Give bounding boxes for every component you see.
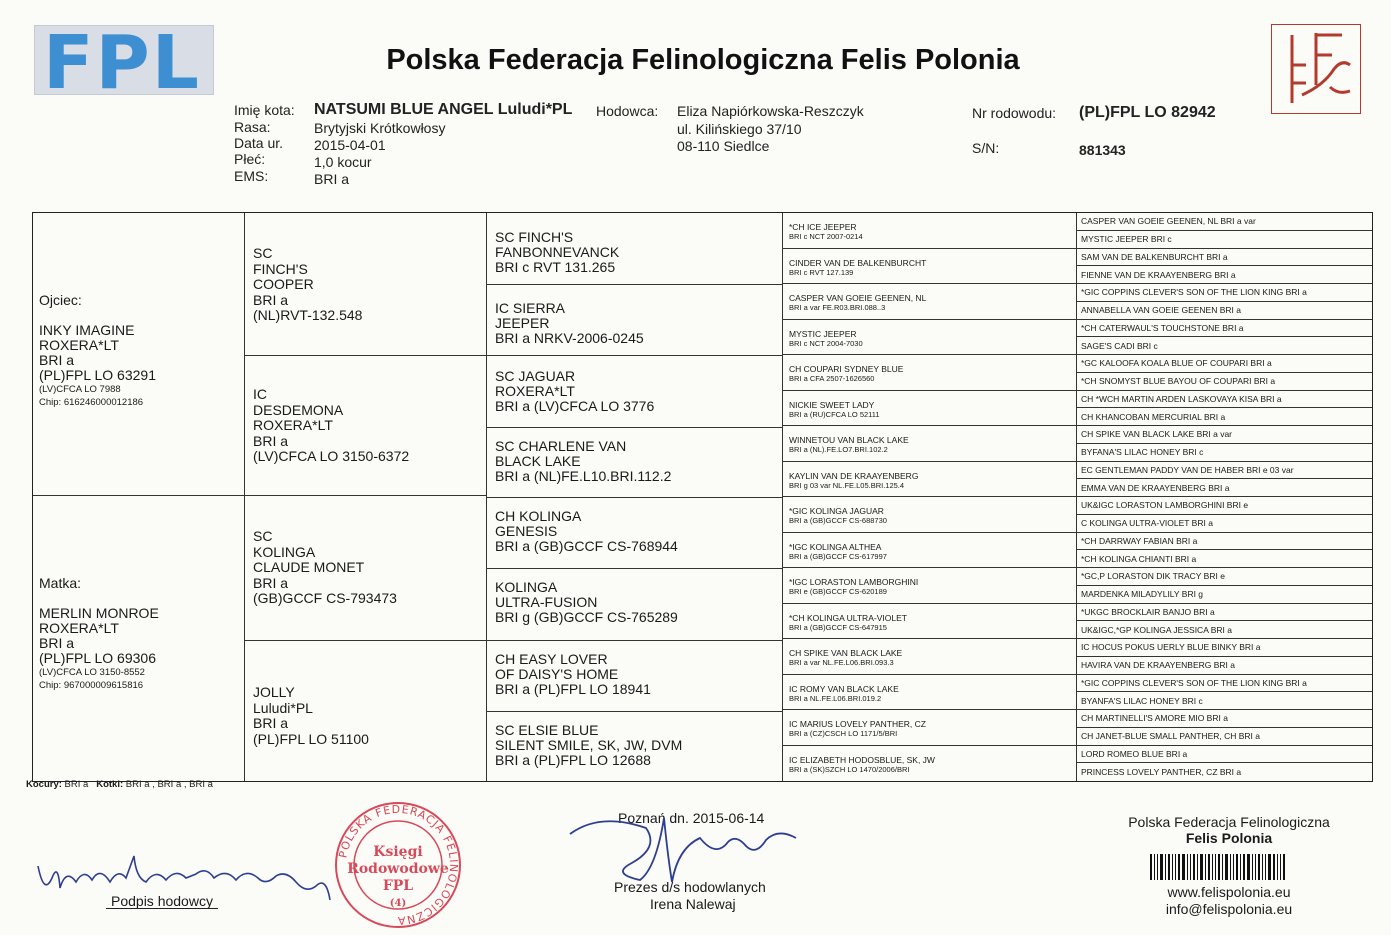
gen5-text: IC HOCUS POKUS UERLY BLUE BINKY BRI a (1081, 642, 1261, 653)
email-link[interactable]: info@felispolonia.eu (1165, 901, 1293, 917)
barcode-bar (1154, 854, 1155, 880)
gp-line: (NL)RVT-132.548 (253, 307, 363, 323)
gp-line: (LV)CFCA LO 3150-6372 (253, 448, 410, 464)
barcode-bar (1182, 854, 1185, 880)
gen5-text: MARDENKA MILADYLILY BRI g (1081, 589, 1204, 600)
gen5-cell (1077, 533, 1372, 551)
gen5-cell (1077, 692, 1372, 710)
gen4-cell (783, 355, 1077, 391)
barcode-bar (1215, 854, 1216, 880)
gp-line: FINCH'S (253, 260, 308, 277)
gen4-line: BRI c RVT 127.139 (789, 267, 854, 277)
gp-line: BRI a (253, 574, 289, 591)
felis-polonia-logo (1271, 24, 1361, 114)
cat-name: NATSUMI BLUE ANGEL Luludi*PL (314, 101, 573, 118)
gen4-line: *IGC KOLINGA ALTHEA (789, 541, 882, 552)
gen5-cell (1077, 550, 1372, 568)
gen5-cell (1077, 302, 1372, 320)
gen4-line: BRI a var FE.R03.BRI.088..3 (789, 303, 886, 312)
felis-polonia-emblem-icon (1272, 25, 1360, 113)
gen4-line: CH COUPARI SYDNEY BLUE (789, 364, 904, 374)
gen4-cell (783, 639, 1077, 675)
stamp-line: Księgi (373, 844, 423, 860)
ggp-line: GENESIS (495, 523, 558, 539)
ggp-line: OF DAISY'S HOME (495, 666, 619, 682)
gen4-line: BRI g 03 var NL.FE.L05.BRI.125.4 (789, 480, 905, 490)
breeder-name: Eliza Napiórkowska-Reszczyk (677, 103, 864, 119)
gen5-text: CH MARTINELLI'S AMORE MIO BRI a (1081, 713, 1228, 724)
gp-line: DESDEMONA (253, 401, 344, 418)
gen4-cell (783, 568, 1077, 604)
gp-line: SC (253, 528, 273, 544)
stamp-line: FPL (382, 878, 414, 894)
ggp-line: BRI a (PL)FPL LO 18941 (495, 681, 651, 697)
barcode-bar (1240, 854, 1241, 880)
gen5-text: CASPER VAN GOEIE GEENEN, NL BRI a var (1081, 216, 1256, 227)
barcode-bar (1172, 854, 1173, 880)
barcode-bar (1280, 854, 1281, 880)
fpl-logo-text: FPL (43, 20, 201, 106)
gen4-cell (783, 533, 1077, 569)
gp-line: CLAUDE MONET (253, 559, 365, 575)
barcode-bar (1212, 854, 1213, 880)
gp-line: BRI a (253, 432, 289, 449)
litter-info (26, 779, 213, 790)
gen5-text: LORD ROMEO BLUE BRI a (1081, 748, 1188, 759)
gen5-text: MYSTIC JEEPER BRI c (1081, 234, 1172, 245)
gen4-line: BRI a (RU)CFCA LO 52111 (789, 409, 880, 419)
gen5-text: ANNABELLA VAN GOEIE GEENEN BRI a (1081, 305, 1241, 316)
gen5-cell (1077, 586, 1372, 604)
barcode-bar (1190, 854, 1191, 880)
barcode-bar (1218, 854, 1220, 880)
sex-value: 1,0 kocur (314, 154, 372, 170)
gen5-text: FIENNE VAN DE KRAAYENBERG BRI a (1081, 269, 1236, 280)
gen5-text: CH JANET-BLUE SMALL PANTHER, CH BRI a (1081, 731, 1261, 742)
ggp-line: BRI g (GB)GCCF CS-765289 (495, 609, 678, 625)
gen4-cell (783, 213, 1077, 249)
sire-cell (33, 213, 245, 496)
dob-label: Data ur. (234, 135, 284, 151)
grandparent-cell (245, 496, 487, 641)
gp-line: Luludi*PL (253, 699, 313, 716)
ggp-line: BRI a (GB)GCCF CS-768944 (495, 538, 678, 554)
dam-cattery: ROXERA*LT (39, 620, 119, 636)
gen5-cell (1077, 515, 1372, 533)
barcode-bar (1258, 854, 1260, 880)
gp-line: IC (253, 386, 267, 402)
ggp-line: CH KOLINGA (495, 508, 582, 524)
gen4-cell (783, 462, 1077, 498)
gen4-line: *CH KOLINGA ULTRA-VIOLET (789, 612, 907, 623)
great-grandparent-cell (487, 285, 783, 356)
barcode-bar (1262, 854, 1263, 880)
gen5-cell (1077, 266, 1372, 284)
ggp-line: KOLINGA (495, 579, 558, 595)
ggp-line: BRI a (LV)CFCA LO 3776 (495, 398, 655, 414)
stamp-ring-text: POLSKA FEDERACJA FELINOLOGICZNA (336, 802, 461, 928)
place-date: Poznań dn. 2015-06-14 (618, 810, 765, 826)
sire-cattery: ROXERA*LT (39, 337, 119, 353)
great-grandparent-cell (487, 569, 783, 641)
ggp-line: SC ELSIE BLUE (495, 722, 599, 738)
ggp-line: BLACK LAKE (495, 453, 581, 469)
sex-label: Płeć: (234, 151, 266, 167)
ggp-line: SC FINCH'S (495, 229, 574, 245)
gen5-cell (1077, 604, 1372, 622)
barcode-bar (1225, 854, 1228, 880)
ems-label: EMS: (234, 168, 269, 184)
gen5-cell (1077, 763, 1372, 781)
breeder-street: ul. Kilińskiego 37/10 (677, 121, 802, 137)
sire-reg: (PL)FPL LO 63291 (39, 367, 156, 383)
gen5-cell (1077, 568, 1372, 586)
ggp-line: SC JAGUAR (495, 368, 576, 384)
gen4-line: BRI a var NL.FE.L06.BRI.093.3 (789, 658, 894, 667)
sn-value: 881343 (1079, 142, 1126, 158)
gen5-cell (1077, 213, 1372, 231)
ggp-line: BRI a (NL)FE.L10.BRI.112.2 (495, 468, 672, 484)
gp-line: COOPER (253, 276, 314, 292)
barcode-bar (1252, 854, 1253, 880)
gen5-cell (1077, 479, 1372, 497)
gp-line: ROXERA*LT (253, 417, 333, 433)
gen5-cell (1077, 249, 1372, 267)
gen5-text: *GIC COPPINS CLEVER'S SON OF THE LION KING BRI a (1081, 287, 1307, 298)
gen5-text: BYANFA'S LILAC HONEY BRI c (1081, 695, 1203, 706)
barcode-bar (1277, 854, 1278, 880)
ggp-line: FANBONNEVANCK (495, 244, 620, 260)
barcode-bar (1175, 854, 1176, 880)
gen5-cell (1077, 391, 1372, 409)
dam-chip: Chip: 967000009615816 (39, 680, 144, 691)
gen5-text: CH *WCH MARTIN ARDEN LASKOVAYA KISA BRI a (1081, 393, 1282, 404)
barcode-bar (1268, 854, 1271, 880)
reg-value: (PL)FPL LO 82942 (1079, 104, 1216, 121)
ggp-line: ULTRA-FUSION (495, 594, 598, 610)
gen5-text: CH KHANCOBAN MERCURIAL BRI a (1081, 411, 1226, 422)
gen5-cell (1077, 284, 1372, 302)
great-grandparent-cell (487, 213, 783, 285)
gen5-cell (1077, 355, 1372, 373)
org-name-2: Felis Polonia (1185, 830, 1273, 846)
gen4-line: CASPER VAN GOEIE GEENEN, NL (789, 293, 927, 303)
gen4-line: *IGC LORASTON LAMBORGHINI (789, 577, 919, 587)
barcode-bar (1160, 854, 1163, 880)
gen5-text: *UKGC BROCKLAIR BANJO BRI a (1081, 606, 1215, 617)
great-grandparent-cell (487, 356, 783, 428)
signature-line (106, 908, 218, 909)
name-label: Imię kota: (234, 102, 295, 118)
gen5-text: PRINCESS LOVELY PANTHER, CZ BRI a (1081, 767, 1242, 778)
great-grandparent-cell (487, 428, 783, 498)
gp-line: (GB)GCCF CS-793473 (253, 590, 397, 606)
sire-chip: Chip: 616246000012186 (39, 397, 144, 408)
chair-name: Irena Nalewaj (650, 896, 736, 912)
ems-value: BRI a (314, 171, 350, 187)
dam-reg: (PL)FPL LO 69306 (39, 650, 156, 666)
ggp-line: SILENT SMILE, SK, JW, DVM (495, 737, 683, 753)
gen4-line: WINNETOU VAN BLACK LAKE (789, 435, 909, 445)
sire-ems: BRI a (39, 352, 75, 368)
gen5-text: *GC,P LORASTON DIK TRACY BRI e (1081, 571, 1225, 582)
gen4-line: BRI a (CZ)CSCH LO 1171/5/BRI (789, 729, 898, 738)
barcode-bar (1230, 854, 1231, 880)
females-value: BRI a , BRI a , BRI a (125, 779, 213, 790)
gen4-line: BRI e (GB)GCCF CS-620189 (789, 587, 887, 596)
dam-label: Matka: (39, 575, 82, 591)
website-link[interactable]: www.felispolonia.eu (1167, 884, 1291, 900)
barcode-bar (1150, 854, 1152, 880)
gen5-cell (1077, 408, 1372, 426)
ggp-line: BRI a (PL)FPL LO 12688 (495, 752, 651, 768)
gen5-cell (1077, 710, 1372, 728)
gen5-cell (1077, 728, 1372, 746)
dam-name: MERLIN MONROE (39, 605, 159, 621)
barcode-bar (1265, 854, 1266, 880)
ggp-line: SC CHARLENE VAN (495, 438, 627, 454)
gen5-text: *CH KOLINGA CHIANTI BRI a (1081, 553, 1197, 564)
gen4-line: CINDER VAN DE BALKENBURCHT (789, 257, 927, 268)
gen5-text: UK&IGC,*GP KOLINGA JESSICA BRI a (1081, 624, 1233, 635)
gen4-cell (783, 320, 1077, 356)
gen4-line: BRI c NCT 2004-7030 (789, 338, 863, 348)
ggp-line: ROXERA*LT (495, 383, 575, 399)
gen4-cell (783, 710, 1077, 746)
gen4-cell (783, 249, 1077, 285)
barcode-bar (1165, 854, 1166, 880)
gen5-text: *GIC COPPINS CLEVER'S SON OF THE LION KING BRI a (1081, 677, 1307, 688)
gen5-cell (1077, 675, 1372, 693)
barcode-bar (1187, 854, 1188, 880)
gen5-text: UK&IGC LORASTON LAMBORGHINI BRI e (1081, 500, 1249, 511)
dam-cell (33, 496, 245, 781)
sire-reg2: (LV)CFCA LO 7988 (39, 384, 121, 395)
barcode-bar (1200, 854, 1203, 880)
grandparent-cell (245, 213, 487, 356)
gen5-text: *GC KALOOFA KOALA BLUE OF COUPARI BRI a (1081, 358, 1272, 369)
grandparent-cell (245, 641, 487, 781)
gen5-text: BYFANA'S LILAC HONEY BRI c (1081, 447, 1204, 458)
barcode-bar (1197, 854, 1198, 880)
sn-label: S/N: (972, 140, 1000, 156)
gen5-text: C KOLINGA ULTRA-VIOLET BRI a (1081, 518, 1213, 529)
barcode-bar (1168, 854, 1170, 880)
gen4-cell (783, 604, 1077, 640)
barcode-bar (1243, 854, 1245, 880)
gen4-line: BRI a (GB)GCCF CS-617997 (789, 551, 887, 561)
gen5-text: EC GENTLEMAN PADDY VAN DE HABER BRI e 03 var (1081, 464, 1294, 475)
barcode-bar (1273, 854, 1275, 880)
gen5-cell (1077, 639, 1372, 657)
gen4-line: BRI a (GB)GCCF CS-647915 (789, 622, 887, 632)
dam-ems: BRI a (39, 635, 75, 651)
gp-line: BRI a (253, 715, 289, 731)
gen5-text: *CH DARRWAY FABIAN BRI a (1081, 535, 1198, 546)
stamp-line: Rodowodowe (347, 861, 449, 877)
ggp-line: IC SIERRA (495, 300, 566, 316)
gp-line: (PL)FPL LO 51100 (253, 730, 369, 747)
barcode-bar (1178, 854, 1180, 880)
registry-stamp (333, 800, 463, 930)
females-label: Kotki: (96, 779, 124, 790)
gen5-text: SAGE'S CADI BRI c (1081, 340, 1158, 351)
pedigree-table (32, 212, 1373, 782)
gen4-line: IC ROMY VAN BLACK LAKE (789, 683, 899, 694)
gen4-cell (783, 426, 1077, 462)
gen4-line: MYSTIC JEEPER (789, 328, 857, 339)
great-grandparent-cell (487, 712, 783, 781)
gen5-cell (1077, 231, 1372, 249)
gen5-cell (1077, 320, 1372, 338)
stamp-line: (4) (389, 898, 407, 909)
gp-line: KOLINGA (253, 543, 316, 560)
males-label: Kocury: (26, 779, 62, 790)
ggp-line: BRI a NRKV-2006-0245 (495, 330, 644, 346)
gen4-line: BRI a (NL).FE.LO7.BRI.102.2 (789, 445, 888, 454)
gp-line: BRI a (253, 291, 289, 308)
barcode-bar (1247, 854, 1250, 880)
males-value: BRI a (64, 779, 89, 790)
gen4-line: BRI c NCT 2007-0214 (789, 232, 863, 241)
great-grandparent-cell (487, 498, 783, 569)
gen4-cell (783, 391, 1077, 427)
breed-label: Rasa: (234, 119, 271, 135)
gen4-cell (783, 497, 1077, 533)
gen5-text: CH SPIKE VAN BLACK LAKE BRI a var (1081, 429, 1233, 440)
gen5-cell (1077, 621, 1372, 639)
gen4-line: KAYLIN VAN DE KRAAYENBERG (789, 470, 919, 481)
ggp-line: CH EASY LOVER (495, 651, 608, 667)
barcode-bar (1255, 854, 1256, 880)
gp-line: SC (253, 245, 273, 261)
gen5-text: *CH SNOMYST BLUE BAYOU OF COUPARI BRI a (1081, 376, 1276, 387)
gen4-line: BRI a (SK)SZCH LO 1470/2006/BRI (789, 764, 910, 774)
barcode-bar (1283, 854, 1285, 880)
page-title: Polska Federacja Felinologiczna Felis Polonia (386, 44, 1020, 76)
breeder-label: Hodowca: (596, 103, 659, 119)
gen5-cell (1077, 426, 1372, 444)
barcode (1150, 854, 1287, 880)
dam-reg2: (LV)CFCA LO 3150-8552 (39, 667, 145, 678)
gen5-cell (1077, 444, 1372, 462)
gen4-line: IC MARIUS LOVELY PANTHER, CZ (789, 719, 926, 729)
barcode-bar (1157, 854, 1158, 880)
gen4-line: IC ELIZABETH HODOSBLUE, SK, JW (789, 754, 935, 765)
gen5-text: *CH CATERWAUL'S TOUCHSTONE BRI a (1081, 322, 1244, 333)
chair-title: Prezes d/s hodowlanych (614, 879, 766, 895)
gen5-cell (1077, 746, 1372, 764)
gen4-line: BRI a CFA 2507-1626560 (789, 374, 875, 383)
barcode-bar (1233, 854, 1234, 880)
barcode-bar (1205, 854, 1206, 880)
great-grandparent-cell (487, 641, 783, 712)
gen5-cell (1077, 462, 1372, 480)
gen4-line: *GIC KOLINGA JAGUAR (789, 506, 884, 516)
gen5-cell (1077, 657, 1372, 675)
ggp-line: JEEPER (495, 315, 550, 331)
barcode-bar (1222, 854, 1223, 880)
gen5-text: HAVIRA VAN DE KRAAYENBERG BRI a (1081, 660, 1235, 671)
gen4-cell (783, 675, 1077, 711)
dob-value: 2015-04-01 (314, 137, 386, 153)
gp-line: JOLLY (253, 684, 295, 700)
gen5-text: SAM VAN DE BALKENBURCHT BRI a (1081, 251, 1228, 262)
ggp-line: BRI c RVT 131.265 (495, 259, 616, 275)
barcode-bar (1208, 854, 1210, 880)
gen4-line: CH SPIKE VAN BLACK LAKE (789, 648, 903, 658)
barcode-bar (1193, 854, 1195, 880)
gen4-line: NICKIE SWEET LADY (789, 399, 875, 410)
sire-name: INKY IMAGINE (39, 322, 135, 338)
gen4-line: BRI a (GB)GCCF CS-688730 (789, 516, 887, 525)
gen4-line: *CH ICE JEEPER (789, 222, 857, 232)
sire-label: Ojciec: (39, 292, 82, 308)
gen5-cell (1077, 337, 1372, 355)
org-name: Polska Federacja Felinologiczna (1128, 814, 1330, 830)
breeder-city: 08-110 Siedlce (677, 138, 770, 154)
gen5-cell (1077, 497, 1372, 515)
gen5-cell (1077, 373, 1372, 391)
gen4-cell (783, 284, 1077, 320)
gen4-line: BRI a NL.FE.L06.BRI.019.2 (789, 693, 882, 703)
stamp-center (333, 844, 463, 912)
grandparent-cell (245, 356, 487, 496)
barcode-bar (1236, 854, 1238, 880)
reg-label: Nr rodowodu: (972, 105, 1057, 121)
breeder-signature-label: Podpis hodowcy (111, 893, 213, 909)
gen4-cell (783, 746, 1077, 782)
gen5-text: EMMA VAN DE KRAAYENBERG BRI a (1081, 482, 1230, 493)
breed-value: Brytyjski Krótkowłosy (314, 120, 446, 136)
